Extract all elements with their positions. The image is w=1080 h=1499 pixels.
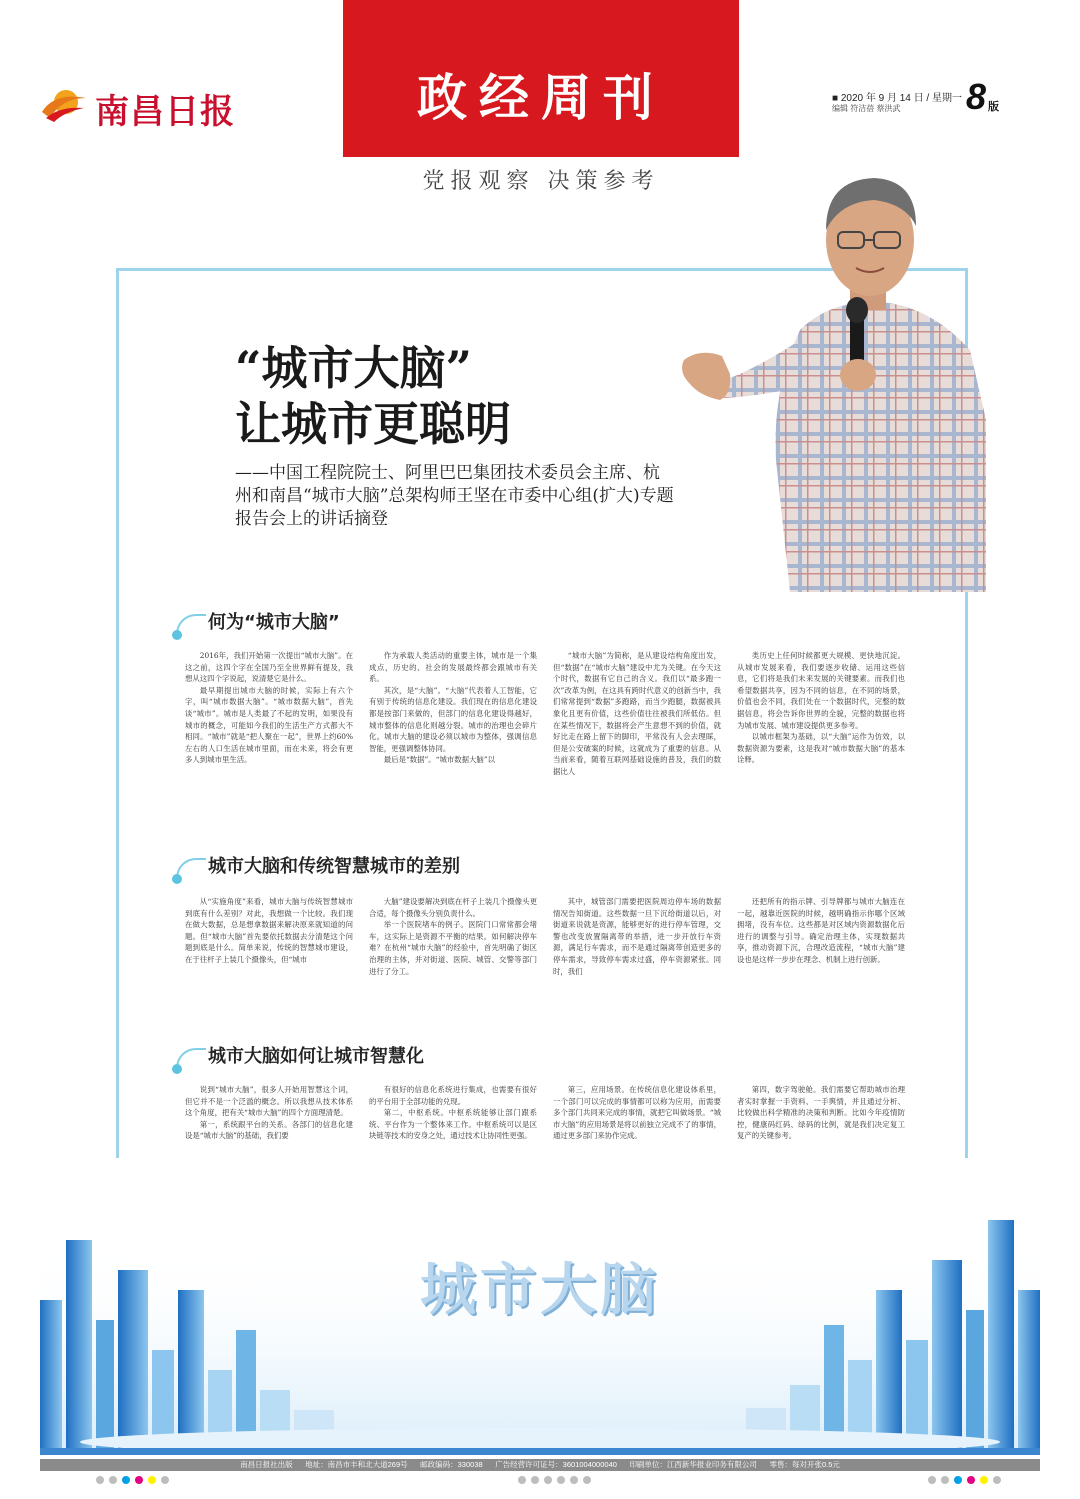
paragraph: 第一，系统跟平台的关系。各部门的信息化建设是“城市大脑”的基础，我们要 [185,1119,353,1141]
editors-line: 编辑 符洁蓓 蔡洪武 [832,104,901,113]
text-column [553,896,721,986]
footer-price: 零售：每对开张0.5元 [769,1460,840,1469]
text-column [369,896,537,986]
section-title: 城市大脑和传统智慧城市的差别 [208,856,460,877]
text-column [737,1084,905,1156]
registration-dot [557,1476,565,1484]
section-slogan: 党报观察 决策参考 [422,169,660,194]
paragraph: 第二，中枢系统。中枢系统能够让部门跟系统、平台作为一个整体来工作。中枢系统可以是区块链等技术的安身之处，通过技术让协同性更强。 [369,1108,537,1141]
issue-date: ■ 2020 年 9 月 14 日 / 星期一 [832,93,962,104]
speaker-photo [680,160,986,592]
section-heading-3 [172,1042,672,1082]
text-column [369,1084,537,1156]
paragraph: 说到“城市大脑”，很多人开始用智慧这个词，但它并不是一个泛滥的概念。所以我想从技术体系这个角度，把有关“城市大脑”的四个方面理清楚。 [185,1085,353,1118]
registration-dot [941,1476,949,1484]
text-column [185,1084,353,1156]
paragraph: 举一个医院堵车的例子。医院门口常常都会堵车，这实际上是资源不平衡的结果。如何解决停车难？在杭州“城市大脑”的经验中，首先明确了街区治理的主体，并对街道、医院、城管、交警等部门进行了分工。 [369,920,537,976]
registration-dot [109,1476,117,1484]
paragraph: 从“实施角度”来看，城市大脑与传统智慧城市到底有什么差别？对此，我想做一个比较。我们现在做大数据，总是想拿数据来解决原来就知道的问题。但“城市大脑”首先要依托数据去分清楚这个问题到底是什么。简单来说，传统的智慧城市建设，在于往杆子上装几个摄像头，但“城市 [185,897,353,964]
registration-dots-right [928,1476,1001,1484]
paragraph: 以城市框架为基础，以“大脑”运作为仿效，以数据资源为要素，这是我对“城市数据大脑”的基本诠释。 [737,732,905,765]
decorative-city-brain-title: 城市大脑 [420,1258,660,1323]
bullet-dot-icon [172,1064,182,1074]
text-column [553,650,721,800]
section-title: 城市大脑如何让城市智慧化 [208,1046,424,1067]
registration-dot [583,1476,591,1484]
newspaper-logo [40,80,235,132]
paragraph: 类历史上任何时候都更大规模、更快地沉淀。从城市发展来看，我们要逐步收储、运用这些信息，它们将是我们未来发展的关键要素。而我们也希望数据共享，因为不同的信息，在不同的场景，价值也会不同，我们处在一个数据时代，完整的数据信息，将会告诉你世界的全貌，完整的数据也将为城市发展、城市建设提供更多参考。 [737,651,905,730]
paragraph: 最早期提出城市大脑的时候，实际上有六个字，叫“城市数据大脑”。“城市数据大脑”，首先谈“城市”。城市是人类最了不起的发明，如果没有城市的概念，可能如今我们的生活生产方式都大不相同。“城市”就是“把人聚在一起”，世界上约60%左右的人口生活在城市里面，而在未来，将会有更多人到城市里生活。 [185,685,353,765]
text-column [553,1084,721,1156]
text-column [737,650,905,800]
text-column [185,896,353,986]
footer-postcode: 邮政编码：330038 [420,1460,483,1469]
bullet-dot-icon [172,874,182,884]
sun-wave-logo-icon [40,84,90,124]
registration-dot [122,1476,130,1484]
footer-info [40,1460,1040,1470]
paragraph: 作为承载人类活动的重要主体，城市是一个集成点，历史的、社会的发展最终都会跟城市有关系。 [369,651,537,684]
footer-address: 地址：南昌市丰和北大道269号 [305,1460,408,1469]
registration-dot [570,1476,578,1484]
paragraph: “城市大脑”为简称，是从建设结构角度出发，但“数据”在“城市大脑”建设中尤为关键。在今天这个时代，数据有它自己的含义。我们以“最多跑一次”改革为例，在这具有跨时代意义的创新当中，我们常常提到“数据”多跑路，而当少跑腿，数据被具象化且更有价值，这些价值往往被我们所低估。但在某些情况下，数据将会产生意想不到的价值，就好比走在路上留下的脚印，平常没有人会去理睬，但是公安破案的时候，这就成为了重要的信息。从当前来看，随着互联网基础设施的普及，我们的数据比人 [553,651,721,776]
registration-dot [993,1476,1001,1484]
registration-dot [531,1476,539,1484]
text-column [185,650,353,800]
registration-dot [928,1476,936,1484]
registration-dot [96,1476,104,1484]
paragraph: 大脑”建设要解决到底在杆子上装几个摄像头更合适，每个摄像头分别负责什么。 [369,897,537,918]
registration-dots-center [518,1476,591,1484]
page-suffix: 版 [988,100,999,113]
article-headline [235,340,511,452]
registration-dot [544,1476,552,1484]
footer-ad-license: 广告经营许可证号：3601004000040 [495,1460,617,1469]
bullet-dot-icon [172,630,182,640]
section-title: 何为“城市大脑” [208,612,340,633]
headline-line-2: 让城市更聪明 [235,397,511,451]
article-subhead: ——中国工程院院士、阿里巴巴集团技术委员会主席、杭州和南昌“城市大脑”总架构师王坚在市委中心组(扩大)专题报告会上的讲话摘登 [235,463,674,529]
paragraph: 第四，数字驾驶舱。我们需要它帮助城市治理者实时掌握一手资料、一手舆情，并且通过分析、比较做出科学精准的决策和判断。比如今年疫情防控，健康码红码、绿码的比例，就是我们决定复工复产的关键参考。 [737,1085,905,1141]
page-number: 8 [966,76,987,117]
section-body-3 [185,1084,905,1156]
registration-dot [135,1476,143,1484]
headline-line-1: “城市大脑” [235,341,472,395]
paragraph: 还把所有的指示牌、引导牌都与城市大脑连在一起，越靠近医院的时候，越明确指示你哪个区域拥堵，没有车位。这些都是对区域内资源数据化后进行的调整与引导。确定治理主体，实现数据共享，推动资源下沉，合理改造流程，“城市大脑”建设也是这样一步步在理念、机制上进行创新。 [737,897,905,964]
paragraph: 其中，城管部门需要把医院周边停车场的数据情况告知街道。这些数据一旦下沉给街道以后，对街道来说就是资源，能够更好的进行停车管理，交警也改变放置隔离带的举措，进一步开放行车资源，满足行车需求，而不是通过隔离带创造更多的停车需求，导致停车需求过盛，停车资源紧张。同时，我们 [553,897,721,976]
section-banner [343,0,739,157]
registration-dots-left [96,1476,169,1484]
section-heading-2 [172,852,672,892]
registration-dot [980,1476,988,1484]
registration-dot [954,1476,962,1484]
section-body-2 [185,896,905,986]
logo-wordmark: 南昌日报 [95,92,235,132]
registration-dot [967,1476,975,1484]
paragraph: 其次，是“大脑”。“大脑”代表着人工智能，它有别于传统的信息化建设。我们现在的信息化建设都是按部门来做的，但部门的信息化建设得越好，城市整体的信息化则越分裂。城市的治理也会碎片化。城市大脑的建设必须以城市为整体，强调信息智能，更强调整体协同。 [369,685,537,753]
section-body-1 [185,650,905,800]
paragraph: 第三，应用场景。在传统信息化建设体系里，一个部门可以完成的事情都可以称为应用，而需要多个部门共同来完成的事情，就把它叫做场景。“城市大脑”的应用场景是将以前独立完成不了的事情，通过更多部门来协作完成。 [553,1085,721,1141]
registration-dot [518,1476,526,1484]
paragraph: 最后是“数据”。“城市数据大脑”以 [383,755,495,765]
footer-printer: 印刷单位：江西新华报业印务有限公司 [629,1460,757,1469]
text-column [737,896,905,986]
paragraph: 有很好的信息化系统进行集成，也需要有很好的平台用于全部功能的兑现。 [369,1085,537,1106]
registration-dot [161,1476,169,1484]
banner-title: 政经周刊 [417,68,665,127]
registration-dot [148,1476,156,1484]
text-column [369,650,537,800]
paragraph: 2016年，我们开始第一次提出“城市大脑”。在这之前，这四个字在全国乃至全世界鲜有提及，我想从这四个字说起，说清楚它是什么。 [185,651,353,684]
section-heading-1 [172,608,672,648]
footer-publisher: 南昌日报社出版 [240,1460,293,1469]
